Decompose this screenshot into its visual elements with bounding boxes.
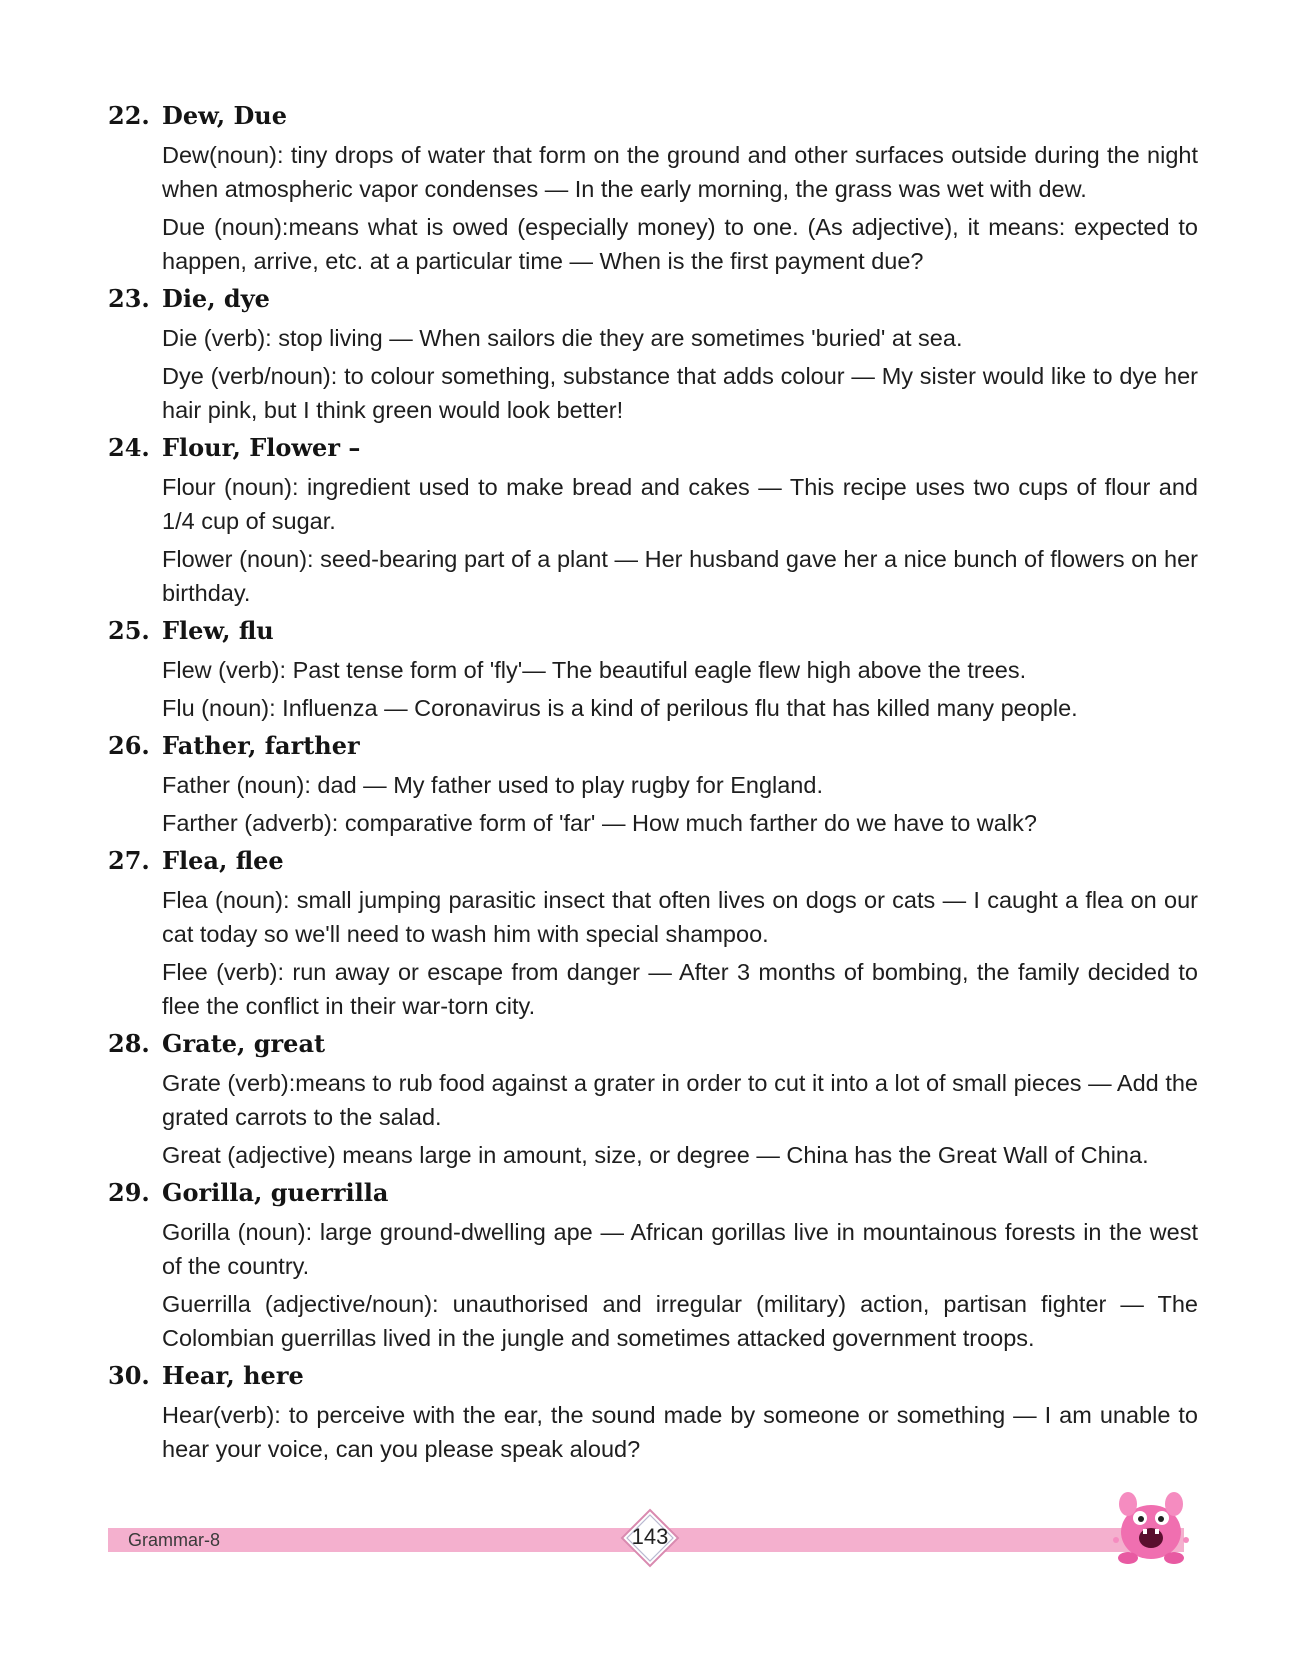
pink-monster-mascot-icon [1108, 1482, 1194, 1568]
entry-29 [108, 1175, 1198, 1355]
entry-number: 29. [108, 1178, 150, 1207]
entry-26 [108, 728, 1198, 840]
entry-25 [108, 613, 1198, 725]
definition: Farther (adverb): comparative form of 'far' — How much farther do we have to walk? [162, 810, 1037, 836]
entry-title: Flea, flee [162, 846, 284, 875]
definition: Flea (noun): small jumping parasitic insect that often lives on dogs or cats — I caught a flea on our cat today so we'll need to wash him with special shampoo. [162, 887, 1198, 947]
definition: Die (verb): stop living — When sailors die they are sometimes 'buried' at sea. [162, 325, 963, 351]
entry-22 [108, 98, 1198, 278]
entry-number: 22. [108, 101, 150, 130]
definition: Dew(noun): tiny drops of water that form on the ground and other surfaces outside during the night when atmospheric vapor condenses — In the early morning, the grass was wet with dew. [162, 142, 1198, 202]
entry-title: Grate, great [162, 1029, 326, 1058]
definition: Hear(verb): to perceive with the ear, the sound made by someone or something — I am unable to hear your voice, can you please speak aloud? [162, 1402, 1198, 1462]
definition: Father (noun): dad — My father used to play rugby for England. [162, 772, 823, 798]
entry-number: 25. [108, 616, 150, 645]
entry-title: Father, farther [162, 731, 360, 760]
entry-number: 27. [108, 846, 150, 875]
entry-title: Gorilla, guerrilla [162, 1178, 389, 1207]
definition: Flu (noun): Influenza — Coronavirus is a kind of perilous flu that has killed many people. [162, 695, 1078, 721]
entry-heading [108, 1358, 1198, 1394]
definition: Flee (verb): run away or escape from danger — After 3 months of bombing, the family decided to flee the conflict in their war-torn city. [162, 959, 1198, 1019]
entry-heading [108, 843, 1198, 879]
entry-number: 24. [108, 433, 150, 462]
entry-heading [108, 281, 1198, 317]
entry-title: Flour, Flower – [162, 433, 361, 462]
definition: Gorilla (noun): large ground-dwelling ape — African gorillas live in mountainous forests in the west of the country. [162, 1219, 1198, 1279]
page-number: 143 [631, 1524, 669, 1549]
definition: Great (adjective) means large in amount, size, or degree — China has the Great Wall of China. [162, 1142, 1149, 1168]
entry-number: 23. [108, 284, 150, 313]
entry-title: Dew, Due [162, 101, 288, 130]
entry-23 [108, 281, 1198, 427]
entry-title: Flew, flu [162, 616, 274, 645]
definition: Grate (verb):means to rub food against a grater in order to cut it into a lot of small pieces — Add the grated carrots to the salad. [162, 1070, 1198, 1130]
entry-heading [108, 1026, 1198, 1062]
definition: Flower (noun): seed-bearing part of a plant — Her husband gave her a nice bunch of flowers on her birthday. [162, 546, 1198, 606]
entry-title: Hear, here [162, 1361, 304, 1390]
entry-28 [108, 1026, 1198, 1172]
definition: Dye (verb/noun): to colour something, substance that adds colour — My sister would like to dye her hair pink, but I think green would look better! [162, 363, 1198, 423]
entry-heading [108, 728, 1198, 764]
entry-number: 28. [108, 1029, 150, 1058]
entry-heading [108, 613, 1198, 649]
entry-24 [108, 430, 1198, 610]
definition: Flour (noun): ingredient used to make bread and cakes — This recipe uses two cups of flour and 1/4 cup of sugar. [162, 474, 1198, 534]
homophone-list [108, 95, 1198, 1466]
entry-number: 30. [108, 1361, 150, 1390]
entry-heading [108, 98, 1198, 134]
entry-heading [108, 1175, 1198, 1211]
definition: Guerrilla (adjective/noun): unauthorised and irregular (military) action, partisan fighter — The Colombian guerrillas lived in the jungle and sometimes attacked government troops. [162, 1291, 1198, 1351]
entry-30 [108, 1358, 1198, 1466]
entry-number: 26. [108, 731, 150, 760]
entry-title: Die, dye [162, 284, 270, 313]
book-title: Grammar-8 [128, 1530, 221, 1550]
definition: Due (noun):means what is owed (especially money) to one. (As adjective), it means: expected to happen, arrive, etc. at a particular time — When is the first payment due? [162, 214, 1198, 274]
entry-heading [108, 430, 1198, 466]
definition: Flew (verb): Past tense form of 'fly'— The beautiful eagle flew high above the trees. [162, 657, 1027, 683]
entry-27 [108, 843, 1198, 1023]
